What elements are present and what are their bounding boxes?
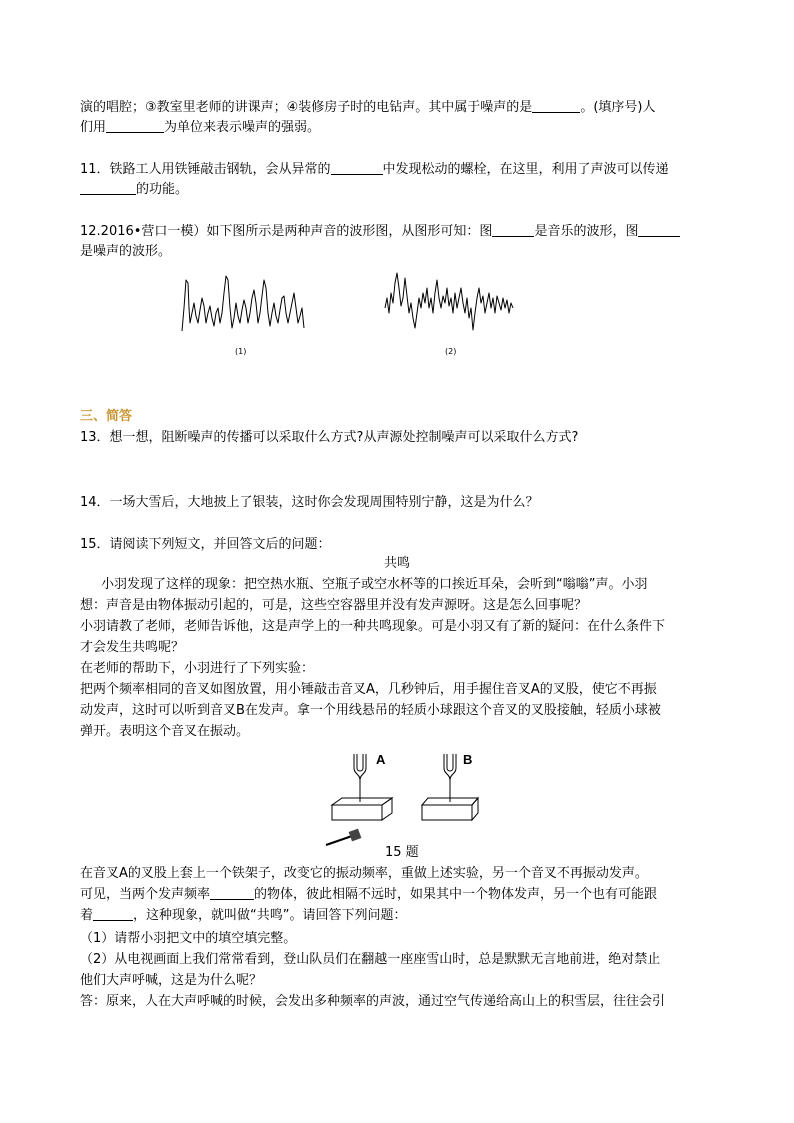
mallet	[326, 829, 361, 845]
q14-text: 14．一场大雪后，大地披上了银装，这时你会发现周围特别宁静，这是为什么？	[80, 495, 539, 510]
passage-p5: 在老师的帮助下，小羽进行了下列实验：	[80, 661, 315, 676]
sub-question-2-line2: 他们大声呼喊，这是为什么呢？	[80, 973, 263, 988]
passage-p9: 在音叉A的叉股上套上一个铁架子，改变它的振动频率，重做上述实验，另一个音叉不再振动发声。	[80, 866, 648, 881]
q12-blank-2[interactable]	[638, 223, 680, 237]
waveform-noise-line	[385, 273, 513, 330]
q10-blank-2[interactable]	[106, 119, 164, 133]
q15-text: 15．请阅读下列短文，并回答文后的问题：	[80, 537, 331, 552]
q10-line1	[80, 98, 655, 118]
tuning-fork-b	[422, 752, 478, 820]
q10-line2	[80, 118, 320, 138]
passage-p11	[80, 906, 407, 926]
q13-text: 13．想一想，阻断噪声的传播可以采取什么方式?从声源处控制噪声可以采取什么方式?	[80, 430, 579, 445]
p10-text-b: 的物体，彼此相隔不远时，如果其中一个物体发声，另一个也有可能跟	[254, 887, 658, 902]
passage-p1: 小羽发现了这样的现象：把空热水瓶、空瓶子或空水杯等的口挨近耳朵，会听到“嗡嗡”声。小羽	[101, 577, 648, 592]
q12-line1	[80, 222, 680, 242]
q11-text-c: 的功能。	[136, 182, 189, 197]
passage-p2: 想：声音是由物体振动引起的，可是，这些空容器里并没有发声源呀。这是怎么回事呢？	[80, 598, 588, 613]
p11-blank[interactable]	[93, 907, 133, 921]
q10-text-c: 们用	[80, 120, 107, 135]
sub-question-1: （1）请帮小羽把文中的填空填完整。	[80, 931, 297, 946]
q12-text-a: 12.2016•营口一模）如下图所示是两种声音的波形图，从图形可知：图	[80, 224, 493, 239]
q10-text-b: 。(填序号)人	[580, 100, 656, 115]
p10-text-a: 可见，当两个发声频率	[80, 887, 211, 902]
q12-text-c: 是噪声的波形。	[80, 244, 172, 259]
passage-p10	[80, 885, 657, 905]
fork-b-label: B	[463, 752, 473, 767]
q11-text-a: 11．铁路工人用铁锤敲击钢轨，会从异常的	[80, 162, 331, 177]
q11-text-b: 中发现松动的螺栓，在这里，利用了声波可以传递	[382, 162, 669, 177]
q11-line2	[80, 180, 188, 200]
passage-title: 共鸣	[383, 556, 410, 571]
q12-blank-1[interactable]	[492, 223, 534, 237]
sub-question-2-line1: （2）从电视画面上我们常常看到，登山队员们在翻越一座座雪山时，总是默默无言地前进，绝对禁止	[80, 952, 661, 967]
figure-caption: 15 题	[385, 845, 419, 860]
fig-label-1: (1)	[235, 347, 247, 356]
passage-p4: 才会发生共鸣呢？	[80, 640, 185, 655]
q12-text-b: 是音乐的波形，图	[534, 224, 639, 239]
answer-line: 答：原来，人在大声呼喊的时候，会发出多种频率的声波，通过空气传递给高山上的积雪层，往往会引	[80, 994, 666, 1009]
waveform-noise-figure	[383, 268, 523, 363]
q10-text-a: 演的唱腔；③教室里老师的讲课声；④装修房子时的电钻声。其中属于噪声的是	[80, 100, 533, 115]
q11-blank-1[interactable]	[331, 161, 383, 175]
q12-line2	[80, 242, 171, 262]
passage-p7: 动发声，这时可以听到音叉B在发声。拿一个用线悬吊的轻质小球跟这个音叉的叉股接触，轻质小球被	[80, 703, 661, 718]
p11-text-a: 着	[80, 908, 94, 923]
q11-blank-2[interactable]	[80, 181, 136, 195]
q10-blank-1[interactable]	[532, 99, 580, 113]
p11-text-b: ，这种现象，就叫做“共鸣”。请回答下列问题：	[133, 908, 407, 923]
q10-text-d: 为单位来表示噪声的强弱。	[164, 120, 321, 135]
passage-p8: 弹开。表明这个音叉在振动。	[80, 724, 250, 739]
waveform-music-line	[182, 276, 304, 331]
fig-label-2: (2)	[445, 347, 457, 356]
p10-blank[interactable]	[210, 886, 254, 900]
q11-line1	[80, 160, 669, 180]
passage-p6: 把两个频率相同的音叉如图放置，用小锤敲击音叉A，几秒钟后，用手握住音叉A的叉股，使它不再振	[80, 682, 657, 697]
passage-p3: 小羽请教了老师，老师告诉他，这是声学上的一种共鸣现象。可是小羽又有了新的疑问：在什么条件下	[80, 619, 666, 634]
waveform-music-figure	[180, 268, 315, 363]
fork-a-label: A	[376, 752, 386, 767]
tuning-fork-a	[332, 752, 392, 820]
section-heading: 三、简答	[80, 409, 133, 424]
